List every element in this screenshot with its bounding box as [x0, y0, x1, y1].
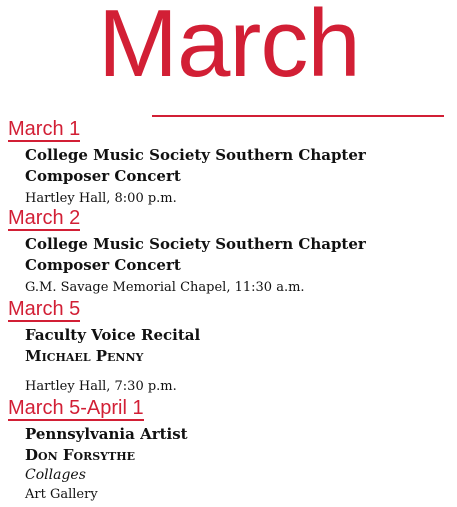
event-title-line2: Composer Concert	[25, 167, 181, 185]
event-title-line1: Faculty Voice Recital	[25, 326, 201, 344]
event-location: Hartley Hall, 7:30 p.m.	[25, 379, 177, 394]
event-title-line1: College Music Society Southern Chapter	[25, 235, 366, 253]
spacer	[0, 367, 457, 375]
month-title: March	[98, 0, 360, 97]
event-march-5	[0, 298, 457, 396]
title-rule	[152, 115, 444, 117]
event-title-line1: Pennsylvania Artist	[25, 425, 188, 443]
event-march-1	[0, 118, 457, 208]
event-location: G.M. Savage Memorial Chapel, 11:30 a.m.	[25, 280, 305, 295]
event-location: Hartley Hall, 8:00 p.m.	[25, 191, 177, 206]
event-date: March 5-April 1	[8, 397, 144, 419]
event-title-line2: Composer Concert	[25, 256, 181, 274]
event-march-2	[0, 207, 457, 297]
event-date: March 5	[8, 298, 81, 320]
event-march-5-april-1	[0, 397, 457, 504]
event-date: March 2	[8, 207, 81, 229]
event-date: March 1	[8, 118, 81, 140]
event-location: Art Gallery	[25, 487, 98, 502]
event-performer: Don Forsythe	[25, 446, 135, 464]
event-title-line1: College Music Society Southern Chapter	[25, 146, 366, 164]
event-work: Collages	[25, 467, 86, 483]
event-performer: Michael Penny	[25, 347, 144, 365]
